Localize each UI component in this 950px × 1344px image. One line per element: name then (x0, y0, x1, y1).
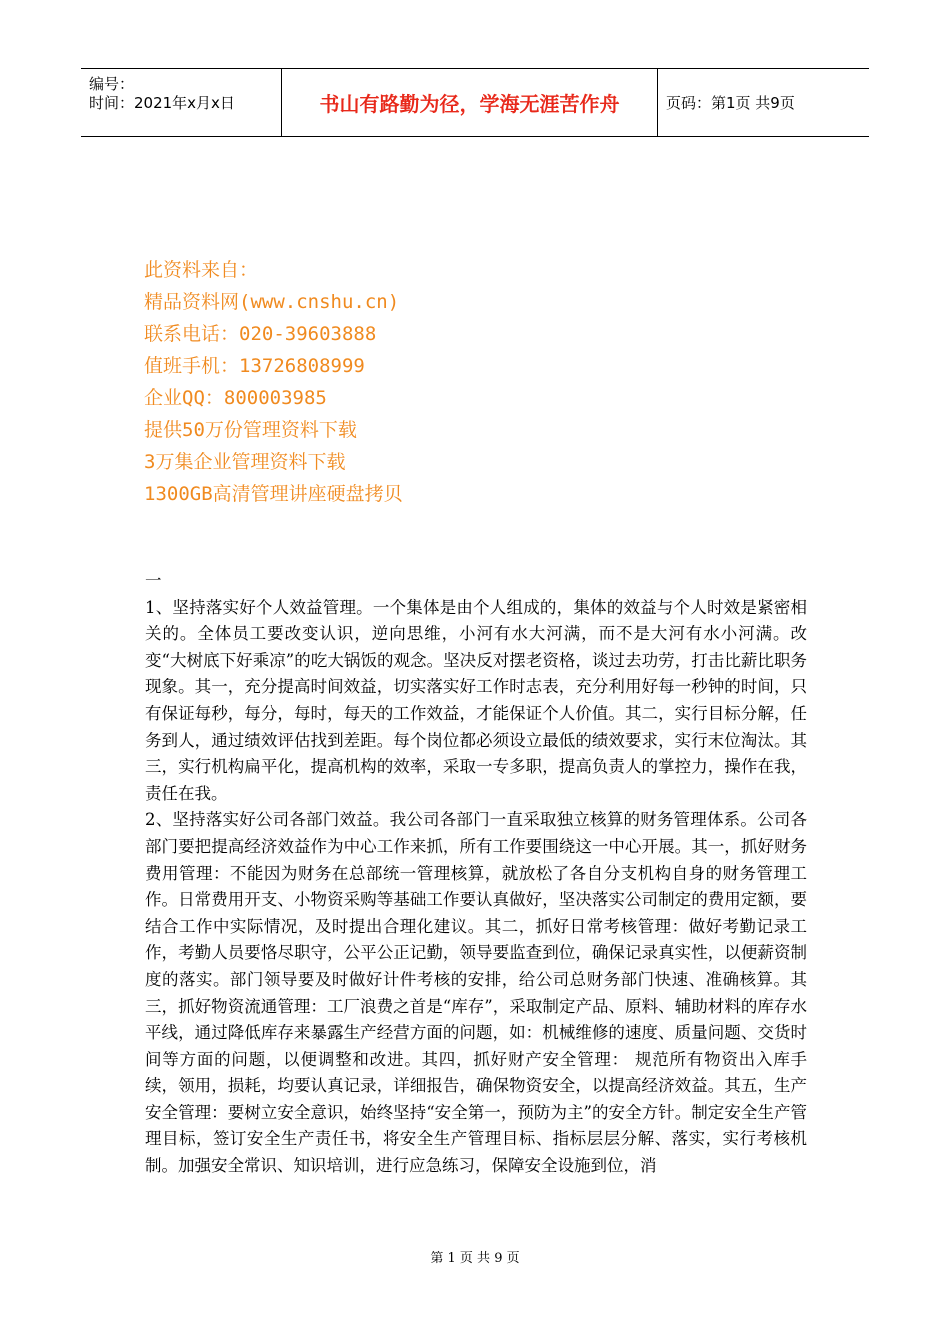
page-footer: 第 1 页 共 9 页 (430, 1251, 520, 1266)
section-dash: 一 (145, 571, 162, 590)
source-line: 此资料来自： (144, 259, 259, 281)
header-meta-cell (81, 69, 282, 136)
header-motto-cell (282, 69, 658, 136)
source-line: 提供50万份管理资料下载 (144, 419, 357, 441)
header-page-cell (658, 69, 869, 136)
source-info-block (144, 254, 403, 510)
header-page-info: 页码：第1页 共9页 (666, 94, 795, 112)
body-paragraph: 1、坚持落实好个人效益管理。一个集体是由个人组成的，集体的效益与个人时效是紧密相关的。全体员工要改变认识，逆向思维，小河有水大河满，而不是大河有水小河满。改变“大树底下好乘凉”的吃大锅饭的观念。坚决反对摆老资格，谈过去功劳，打击比薪比职务现象。其一，充分提高时间效益，切实落实好工作时志表，充分利用好每一秒钟的时间，只有保证每秒，每分，每时，每天的工作效益，才能保证个人价值。其二，实行目标分解，任务到人，通过绩效评估找到差距。每个岗位都必须设立最低的绩效要求，实行末位淘汰。其三，实行机构扁平化，提高机构的效率，采取一专多职，提高负责人的掌控力，操作在我，责任在我。 (145, 597, 807, 803)
document-date: 时间：2021年x月x日 (89, 94, 235, 112)
source-qq: 企业QQ：800003985 (144, 387, 327, 409)
source-website: 精品资料网(www.cnshu.cn) (144, 291, 400, 313)
source-mobile: 值班手机：13726808999 (144, 355, 365, 377)
document-number-label: 编号： (89, 75, 135, 93)
source-line: 3万集企业管理资料下载 (144, 451, 346, 473)
document-body (145, 568, 807, 1180)
source-phone: 联系电话：020-39603888 (144, 323, 377, 345)
header-motto: 书山有路勤为径，学海无涯苦作舟 (319, 92, 620, 116)
source-line: 1300GB高清管理讲座硬盘拷贝 (144, 483, 403, 505)
document-header (81, 68, 869, 137)
body-paragraph: 2、坚持落实好公司各部门效益。我公司各部门一直采取独立核算的财务管理体系。公司各部门要把提高经济效益作为中心工作来抓，所有工作要围绕这一中心开展。其一，抓好财务费用管理：不能因为财务在总部统一管理核算，就放松了各自分支机构自身的财务管理工作。日常费用开支、小物资采购等基础工作要认真做好，坚决落实公司制定的费用定额，要结合工作中实际情况，及时提出合理化建议。其二，抓好日常考核管理：做好考勤记录工作，考勤人员要恪尽职守，公平公正记勤，领导要监查到位，确保记录真实性，以便薪资制度的落实。部门领导要及时做好计件考核的安排，给公司总财务部门快速、准确核算。其三，抓好物资流通管理：工厂浪费之首是“库存”，采取制定产品、原料、辅助材料的库存水平线，通过降低库存来暴露生产经营方面的问题，如：机械维修的速度、质量问题、交货时间等方面的问题，以便调整和改进。其四，抓好财产安全管理： 规范所有物资出入库手续，领用，损耗，均要认真记录，详细报告，确保物资安全，以提高经济效益。其五，生产安全管理：要树立安全意识，始终坚持“安全第一，预防为主”的安全方针。制定安全生产管理目标，签订安全生产责任书，将安全生产管理目标、指标层层分解、落实，实行考核机制。加强安全常识、知识培训，进行应急练习，保障安全设施到位，消 (145, 810, 807, 1176)
